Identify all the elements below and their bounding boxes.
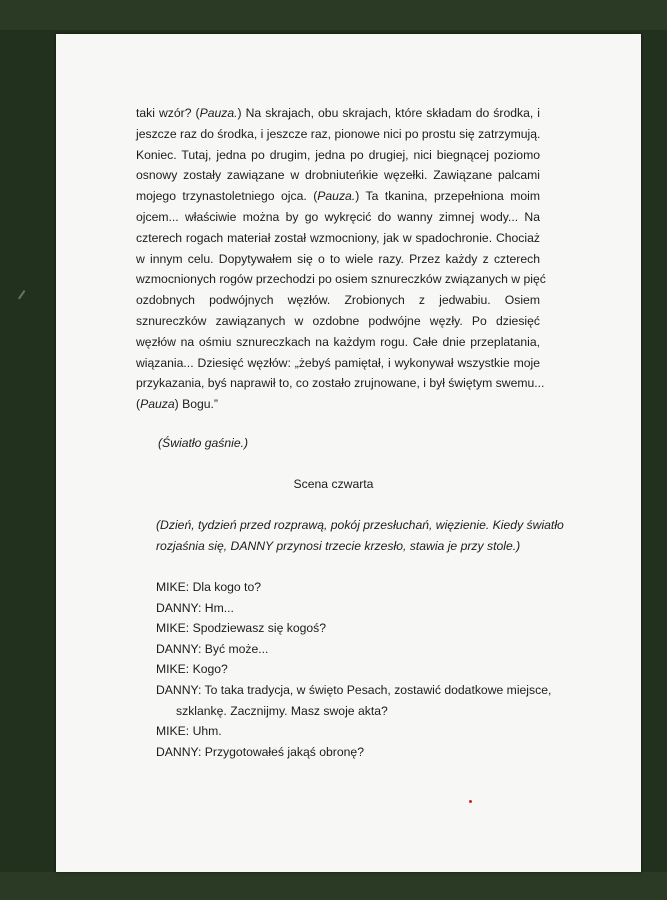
monologue-paragraph <box>136 103 546 415</box>
monologue-line: (Pauza) Bogu.” <box>136 397 218 412</box>
monologue-line: mojego trzynastoletniego ojca. (Pauza.) Ta tkanina, przepełniona moim <box>136 189 540 204</box>
scene-intro <box>156 515 564 556</box>
dialogue-line: MIKE: Kogo? <box>156 662 228 677</box>
dialogue-line: DANNY: Hm... <box>156 600 234 615</box>
monologue-line: wzmocnionych rogów przechodzi po osiem sznureczków związanych w pięć <box>136 272 546 287</box>
monologue-line: sznureczków zawiązanych w ozdobne podwójne węzły. Po dziesięć <box>136 313 540 328</box>
monologue-line: Koniec. Tutaj, jedna po drugim, jedna po drugiej, nici biegnącej poziomo <box>136 147 540 162</box>
dialogue-line: MIKE: Spodziewasz się kogoś? <box>156 621 327 636</box>
dialogue-line: MIKE: Uhm. <box>156 724 222 739</box>
scene-intro-line: (Dzień, tydzień przed rozprawą, pokój przesłuchań, więzienie. Kiedy światło <box>156 518 564 532</box>
scan-artifact <box>18 290 32 304</box>
monologue-line: w innym celu. Dopytywałem się o to wiele razy. Przez każdy z czterech <box>136 251 540 266</box>
monologue-line: czterech rogach materiał został wzmocniony, jak w spadochronie. Chociaż <box>136 230 540 245</box>
monologue-line: ojcem... właściwie można by go wykręcić do wanny zimnej wody... Na <box>136 209 540 224</box>
monologue-line: jeszcze raz do środka, i jeszcze raz, pionowe nici po prostu się zatrzymują. <box>136 126 541 141</box>
stage-direction-light: (Światło gaśnie.) <box>158 436 249 450</box>
dialogue-line: DANNY: To taka tradycja, w święto Pesach, zostawić dodatkowe miejsce, szklankę. Zacznijmy. Masz swoje akta? <box>156 682 552 718</box>
dialogue-list <box>156 577 552 762</box>
dialogue-line: MIKE: Dla kogo to? <box>156 580 261 594</box>
dialogue-line: DANNY: Być może... <box>156 641 269 656</box>
red-ink-dot <box>469 800 472 803</box>
monologue-line: węzłów na ośmiu sznureczkach na każdym rogu. Całe dnie przeplatania, <box>136 334 540 349</box>
dialogue-line: DANNY: Przygotowałeś jakąś obronę? <box>156 744 364 759</box>
monologue-line: ozdobnych podwójnych węzłów. Zrobionych z jedwabiu. Osiem <box>136 293 540 308</box>
scene-intro-line: rozjaśnia się, DANNY przynosi trzecie krzesło, stawia je przy stole.) <box>156 538 521 553</box>
monologue-line: wiązania... Dziesięć węzłów: „żebyś pamiętał, i wykonywał wszystkie moje <box>136 355 540 370</box>
scene-title: Scena czwarta <box>293 477 374 491</box>
scanner-frame-top <box>0 0 667 30</box>
monologue-line: przykazania, byś naprawił to, co zostało zrujnowane, i był świętym swemu... <box>136 376 545 391</box>
monologue-line: osnowy zostały zawiązane w drobniuteńkie węzełki. Zawiązane palcami <box>136 168 540 183</box>
scanner-frame-bottom <box>0 872 667 900</box>
monologue-line: taki wzór? (Pauza.) Na skrajach, obu skrajach, które składam do środka, i <box>136 106 540 120</box>
